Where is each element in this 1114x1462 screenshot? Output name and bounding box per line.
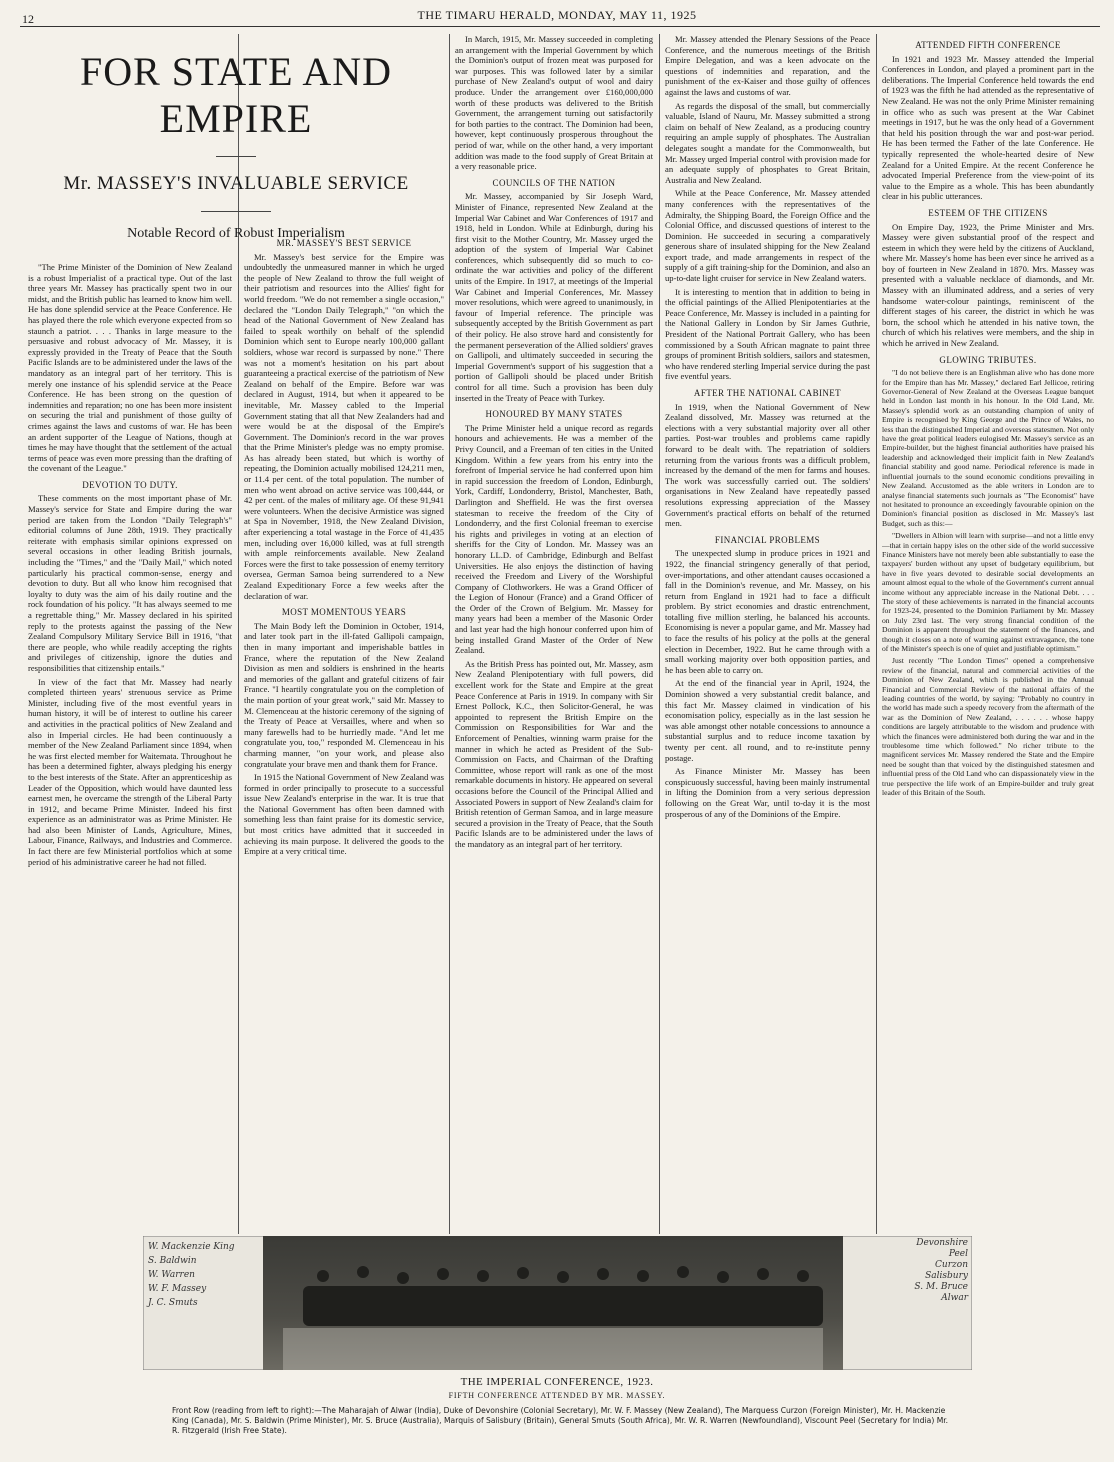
section-heading: HONOURED BY MANY STATES (485, 409, 623, 420)
article-paragraph: As Finance Minister Mr. Massey has been conspicuously successful, having been mainly instrumental in lifting the Dominion from a very serious depression following on the Great War, until to-day it is the most prosperous of any of the Dominions of the Empire. (665, 766, 870, 819)
signature: Salisbury (925, 1271, 968, 1281)
section-heading: DEVOTION TO DUTY. (82, 479, 178, 490)
article-paragraph: In 1919, when the National Government of New Zealand dissolved, Mr. Massey was returned at the elections with a very substantial majority over all other parties. Post-war troubles and problems came rapidly forward to be dealt with. The repatriation of soldiers returning from the various fronts was a difficult problem, increased by the demand of the men for farms and houses. The work was successfully carried out. The soldiers' organisations in New Zealand have repeatedly passed resolutions expressing appreciation of the Massey Government's practical efforts on behalf of the returned men. (665, 401, 870, 529)
short-rule (201, 211, 271, 212)
signature: W. Mackenzie King (148, 1242, 235, 1252)
article-paragraph: On Empire Day, 1923, the Prime Minister and Mrs. Massey were given substantial proof of the respect and esteem in which they were held by the citizens of Auckland, where Mr. Massey's home has been ever since he arrived as a boy of fourteen in New Zealand in 1870. Mrs. Massey was presented with a valuable necklace of diamonds, and Mr. Massey with an illuminated address, and a series of very handsome water-colour paintings, reminiscent of the different stages of his career, the district in which he was born, the school which he attended in his native town, the church of which his relatives were members, and the ship in which he arrived in New Zealand. (882, 221, 1094, 349)
column-2 (244, 232, 444, 1230)
article-paragraph: At the end of the financial year in April, 1924, the Dominion showed a very substantial credit balance, and this fact Mr. Massey claimed in vindication of his economisation policy, especially as in the last session he was able amongst other notable concessions to announce a substantial surplus and to reduce income taxation by twenty per cent. all round, and to re-institute penny postage. (665, 678, 870, 763)
photo-caption-title: THE IMPERIAL CONFERENCE, 1923. (460, 1376, 654, 1388)
article-paragraph: Just recently "The London Times" opened a comprehensive review of the financial, natural and commercial activities of the Dominion of New Zealand, which is published in the Annual Financial and Commercial Review of the national affairs of the leading countries of the world, by saying: "Probably no country in the world has made such a speedy recovery from the aftermath of the war as the Dominion of New Zealand, . . . . . . whose happy conditions are largely attributable to the wisdom and prudence with which the finances were administered both during the war and in the troublesome time which followed." No richer tribute to the magnificent services Mr. Massey rendered the State and the Empire need be sought than that voiced by the distinguished statesmen and influential press of the Old Land who can dispassionately view in the true perspective the life work of an Empire-builder and truly great leader of this Britain of the South. (882, 656, 1094, 798)
section-heading: COUNCILS OF THE NATION (492, 177, 616, 188)
article-paragraph: The unexpected slump in produce prices in 1921 and 1922, the financial stringency generally of that period, over-importations, and other attendant causes occasioned a fall in the Dominion's revenue, and Mr. Massey, on his return from England in 1921 had to face a difficult problem. By strict economies and drastic entrenchment, totalling five million sterling, he balanced his accounts. Economising is never a popular game, and Mr. Massey had to face the results of his policy at the polls at the general election in December, 1922. But he came through with a small working majority over both opposition parties, and he has been able to carry on. (665, 548, 870, 675)
article-paragraph: "I do not believe there is an Englishman alive who has done more for the Empire than has Mr. Massey," declared Earl Jellicoe, retiring Governor-General of New Zealand at the Overseas League banquet held in London last month in his honour. In the Old Land, Mr. Massey's splendid work as an outstanding champion of unity of Empire is recognised by King George and the Prince of Wales, no less than the distinguished Imperial and overseas statesmen. Not only have the great political leaders eulogised Mr. Massey's service as an Empire-builder, but the highest financial authorities have praised his leadership and acknowledged their implicit faith in New Zealand's financial stability and good name. Periodical reference is made in influential journals to the sound economic conditions prevailing in New Zealand. Accustomed as the able writers in London are to analyse financial statements such journals as "The Economist" have not hesitated to pronounce an exceedingly favourable opinion on the Dominion's financial position as disclosed in Mr. Massey's last Budget, such as this:— (882, 368, 1094, 528)
article-paragraph: The Main Body left the Dominion in October, 1914, and later took part in the ill-fated Gallipoli campaign, then in many important and imperishable battles in France, where the reputation of the New Zealand Division as men and soldiers is enshrined in the hearts and memories of the gallant and grateful citizens of fair France. "I heartily congratulate you on the completion of the main portion of your great work," said Mr. Massey to M. Clemenceau at the historic ceremony of the signing of the Treaty of Peace at Versailles, where and when so many farewells had to be hurriedly made. "And let me congratulate you, too," responded M. Clemenceau in his charming manner, "on your work, and please also congratulate your brave men and thank them for France. (244, 620, 444, 769)
headline-block (28, 40, 444, 260)
masthead-title: THE TIMARU HERALD, MONDAY, MAY 11, 1925 (417, 8, 697, 22)
signatures-left (148, 1240, 258, 1310)
column-4 (665, 34, 870, 1234)
section-heading: AFTER THE NATIONAL CABINET (693, 388, 842, 398)
article-paragraph: The Prime Minister held a unique record as regards honours and achievements. He was a member of the Privy Council, and a Freeman of ten cities in the United Kingdom. Within a few years from his entry into the forefront of Imperial service he had conferred upon him in rapid succession the freedom of London, Edinburgh, York, Cardiff, Londonderry, Bristol, Manchester, Bath, Darlington and Sheffield. He was the first oversea statesman to receive the freedom of the City of Londonderry, and the first Colonial freeman to exercise his rights and privileges in voting at an election of sheriffs for the City of London. Mr. Massey was an honorary LL.D. of Cambridge, Edinburgh and Belfast Universities. He also enjoys the distinction of having received the Freedom and Livery of the Worshipful Company of Clothworkers. He was a Grand Officer of the Legion of Honour (France) and a Grand Officer of the Order of the Crown of Belgium. Mr. Massey for many years had been a member of the Masonic Order and last year had the high honour conferred upon him of being installed Grand Master of the Order of New Zealand. (455, 422, 653, 656)
article-paragraph: "The Prime Minister of the Dominion of New Zealand is a robust Imperialist of a practical type. Out of the last three years Mr. Massey has practically spent two in our midst, and the British public has learned to know him well. He has done splendid service at the Peace Conference. He has played there the role which everyone expected from so staunch a patriot. . . . Thanks in large measure to the persuasive and robust advocacy of Mr. Massey, it is expressly provided in the Treaty of Peace that the South Pacific Islands are to be administered under the laws of the mandatory as an integral part of her territory. This is merely one instance of his splendid service at the Peace Conference. He has been strong on the question of indemnities and reparation; no one has been more insistent on securing the trial and punishment of those guilty of crimes against the laws and customs of war. He has been an ardent supporter of the League of Nations, though at times he may have thought that the settlement of the actual terms of peace was even more pressing than the drafting of the covenant of the League." (28, 262, 232, 474)
signature: Alwar (941, 1293, 968, 1303)
article-paragraph: In 1921 and 1923 Mr. Massey attended the Imperial Conferences in London, and played a prominent part in the deliberations. The Imperial Conference held towards the end of 1923 was the fifth he had attended as the representative of New Zealand. He was not the only Prime Minister remaining in office who as such was present at the War Cabinet meetings in 1917, but he was the only head of a Government that held his position through the war and post-war period. He has been termed the Father of the late Conference. He typically represented the whole-hearted desire of New Zealand for a United Empire. At the recent Conference he advocated Imperial Preference from the view-point of its value to the Empire as a whole. This has been abundantly clear in his public utterances. (882, 53, 1094, 202)
quoted-paragraph: "Dwellers in Albion will learn with surprise—and not a little envy—that in certain happy isles on the other side of the world successive Finance Ministers have not merely been able substantially to ease the taxpayers' burden without any upset of budgetary equilibrium, but have in five years devoted to desirable social developments an amount almost equal to the whole of the Government's current annual income without any appreciable increase in the National Debt. . . . The story of these achievements is narrated in the financial accounts for 1923-24, presented to the Dominion Parliament by Mr. Massey on July 23rd last. The very strong financial condition of the Dominion is apparent throughout the statement of the finances, and though it closes on a note of warning against extravagance, the tone of the Minister's speech is one of quiet and justifiable optimism." (882, 531, 1094, 653)
section-heading: ATTENDED FIFTH CONFERENCE (915, 40, 1061, 50)
section-heading: GLOWING TRIBUTES. (939, 354, 1037, 365)
photo-caption-text: Front Row (reading from left to right):—The Maharajah of Alwar (India), Duke of Devonshire (Colonial Secretary), Mr. W. F. Massey (New Zealand), The Marquess Curzon (Foreign Minister), Mr. H. Mackenzie King (Canada), Mr. S. Baldwin (Prime Minister), Mr. S. Bruce (Australia), Marquis of Salisbury (Britain), General Smuts (South Africa), Mr. W. R. Warren (Newfoundland), Viscount Peel (Secretary for India) Mr. R. Fitzgerald (Irish Free State). (172, 1406, 949, 1435)
column-3 (455, 34, 653, 1234)
masthead-rule (20, 26, 1100, 27)
headline-main: FOR STATE AND EMPIRE (79, 49, 393, 141)
column-5 (882, 34, 1094, 1234)
section-heading: FINANCIAL PROBLEMS (714, 534, 821, 545)
column-divider (659, 34, 660, 1234)
article-paragraph: As regards the disposal of the small, but commercially valuable, Island of Nauru, Mr. Massey submitted a strong claim on behalf of New Zealand, as a producing country requiring an ample supply of phosphates. The Australian delegates sought a mandate for the Commonwealth, but Mr. Massey urged Imperial control with provision made for an adequate supply of phosphates to Great Britain, Australia and New Zealand. (665, 100, 870, 185)
article-paragraph: In 1915 the National Government of New Zealand was formed in order principally to prosecute to a successful issue New Zealand's enterprise in the war. It is true that the National Government has often been damned with something less than faint praise for its domestic service, but most critics have admitted that it succeeded in achieving its main purpose. It delivered the goods to the Empire at a very critical time. (244, 772, 444, 857)
article-paragraph: In view of the fact that Mr. Massey had nearly completed thirteen years' strenuous service as Prime Minister, including five of the most eventful years in human history, it will be of interest to outline his career and activities in the practical politics of New Zealand and also in Imperial circles. He had been continuously a member of the New Zealand Parliament since 1894, when he was first elected member for Waitemata. Throughout he has been a determined fighter, always pledging his energy to the best interests of the State. After an apprenticeship as Leader of the Opposition, which would have daunted less earnest men, he overcame the strength of the Liberal Party in 1912, and became Prime Minister. Indeed his first experience as an administrator was as Prime Minister. He had also been Minister of Lands, Agriculture, Mines, Labour, Finance, Railways, and Industries and Commerce. In fact there are few Ministerial portfolios which at some period of his administrative career he had not filled. (28, 676, 232, 867)
signature: W. F. Massey (148, 1284, 207, 1294)
article-paragraph: Mr. Massey, accompanied by Sir Joseph Ward, Minister of Finance, represented New Zealand at the Imperial War Cabinet and War Conferences of 1917 and 1918, held in London. While at Edinburgh, during his first visit to the Mother Country, Mr. Massey urged the adoption of the system of Imperial War Cabinet conferences, which subsequently did so much to co-ordinate the war activities and policy of the different units of the Empire. In 1917, at meetings of the Imperial War Cabinet and Imperial Conferences, Mr. Massey mover resolutions, which were agreed to unanimously, in favour of Imperial reference. The principle was subsequently accepted by the British Government as part of their policy. He also strove hard and consistently for the permanent perseveration of the Allied soldiers' graves on Gallipoli, and ultimately succeeded in securing the Imperial Government's support of his suggestion that a portion of Gallipoli should be placed under British control for all time. Such a provision has been duly inserted in the Treaty of Peace with Turkey. (455, 191, 653, 403)
article-paragraph: While at the Peace Conference, Mr. Massey attended many conferences with the representatives of the Admiralty, the Shipping Board, the Foreign Office and the Colonial Office, and discussed questions of interest to the Dominion. He succeeded in securing a comparatively generous share of insulated shipping for the New Zealand export trade, and made arrangements in respect of the supply of a gift training-ship for the Dominion, and also an up-to-date light cruiser for service in New Zealand waters. (665, 188, 870, 284)
column-divider (449, 34, 450, 1234)
signature: S. Baldwin (148, 1256, 197, 1266)
column-1 (28, 262, 232, 1230)
headline-sub2: Notable Record of Robust Imperialism (127, 226, 345, 241)
section-heading: MR. MASSEY'S BEST SERVICE (276, 238, 412, 248)
page-number: 12 (22, 12, 34, 26)
signature: W. Warren (148, 1270, 195, 1280)
article-paragraph: Mr. Massey attended the Plenary Sessions of the Peace Conference, and the numerous meetings of the British Empire Delegation, and was a keen advocate on the questions of indemnities and reparation, and the punishment of the ex-Kaiser and those guilty of offences against the laws and customs of war. (665, 34, 870, 97)
section-heading: MOST MOMENTOUS YEARS (281, 607, 407, 618)
section-heading: ESTEEM OF THE CITIZENS (928, 207, 1048, 218)
photo-foreground (283, 1328, 823, 1370)
article-paragraph: These comments on the most important phase of Mr. Massey's service for State and Empire during the war period are taken from the London "Daily Telegraph's" editorial columns of June 28th, 1919. They practically reiterate with emphasis similar opinions expressed on several occasions in other leading British journals, including the "Times," and the "Daily Mail," which noted particularly his practical common-sense, energy and devotion to duty. But all who know him recognised that loyalty to duty was the aim of his daily routine and the rock foundation of his policy. "It has always seemed to me a regrettable thing," Mr. Massey declared in his spirited reply to the protests against the passing of the New Zealand Compulsory Military Service Bill in 1916, "that there are people, who while readily accepting the rights and privileges of citizenship, ignore the duties and responsibilities that citizenship entails." (28, 493, 232, 673)
ornament-divider (216, 156, 256, 163)
article-paragraph: In March, 1915, Mr. Massey succeeded in completing an arrangement with the Imperial Government by which the Dominion's output of frozen meat was purposed for war purposes. This was followed later by a similar purchase of New Zealand's output of wool and dairy produce. Under the arrangement over £160,000,000 worth of these products was delivered to the British Government, the arrangement turning out satisfactorily for both parties to the contract. The Dominion had been, however, kept continuously prosperous throughout the period of war, while on the other hand, a very important addition was made to the food supply of Great Britain at a very reasonable price. (455, 34, 653, 172)
signature: Peel (948, 1249, 968, 1259)
article-paragraph: As the British Press has pointed out, Mr. Massey, asm New Zealand Plenipotentiary with full powers, did excellent work for the State and Empire at the great Peace Conference at Paris in 1919. In company with Sir Ernest Pollock, K.C., then Solicitor-General, he was appointed to represent the British Empire on the Commission on Responsibilities for War and the Enforcement of Penalties, winning warm praise for the manner in which he acted as President of the Sub-Commission on Facts, and Chairman of the Drafting Committee, whose report will rank as one of the most remarkable documents in history. He appeared on several occasions before the Council of the Principal Allied and Associated Powers in support of New Zealand's claim for British retention of German Samoa, and in large measure secured a provision in the Treaty of Peace, that the South Pacific Islands are to be administered under the laws of the mandatory as an integral part of her territory. (455, 658, 653, 849)
headline-sub: Mr. MASSEY'S INVALUABLE SERVICE (63, 173, 409, 194)
article-paragraph: It is interesting to mention that in addition to being in the official paintings of the Allied Plenipotentiaries at the Peace Conference, Mr. Massey is included in a painting for the National Gallery in London by Sir James Guthrie, President of the National Portrait Gallery, who has been commissioned by a South African magnate to paint three groups of prominent British soldiers, sailors and statesmen, who have rendered sterling Imperial service during the past five eventful years. (665, 286, 870, 382)
column-divider (876, 34, 877, 1234)
signatures-right (848, 1238, 968, 1304)
signature: Curzon (935, 1260, 968, 1270)
signature: Devonshire (916, 1238, 968, 1248)
signature: S. M. Bruce (914, 1282, 968, 1292)
article-paragraph: Mr. Massey's best service for the Empire was undoubtedly the unmeasured manner in which he urged the people of New Zealand to throw the full weight of their patriotism and resources into the Allies' fight for world freedom. "We do not remember a single occasion," declared the "London Daily Telegraph," "on which the head of the National Government of New Zealand has failed to speak worthily on behalf of the splendid Dominion which sent to Europe nearly 100,000 gallant soldiers, whose war record is surpassed by none." There was not a moment's hesitation on his part about guaranteeing a practical exercise of the patriotism of New Zealand on behalf of the Empire. Before war was declared in August, 1914, but when it appeared to be inevitable, Mr. Massey cabled to the Imperial Government stating that all that New Zealanders had and were would be at the disposal of the Empire's Government. The Dominion's record in the war proves that the Prime Minister's pledge was no empty promise. As has already been stated, but which is worthy of repeating, the Dominion actually mobilised 124,211 men, or 11.4 per cent. of the total population. The number of men who went abroad on active service was 100,444, or 42 per cent. of the males of military age. Of these 91,941 were volunteers. When the decisive Armistice was signed at Spa in November, 1918, the New Zealand Division, after experiencing a total wastage in the Force of 41,435 men, including over 16,000 killed, was at full strength with ample reinforcements available. New Zealand Forces were the first to take possession of enemy territory oversea, German Samoa being surrendered to a New Zealand Expeditionary Force a few weeks after the declaration of war. (244, 251, 444, 601)
photo-caption-subtitle: FIFTH CONFERENCE ATTENDED BY MR. MASSEY. (448, 1391, 666, 1400)
signature: J. C. Smuts (148, 1298, 198, 1308)
